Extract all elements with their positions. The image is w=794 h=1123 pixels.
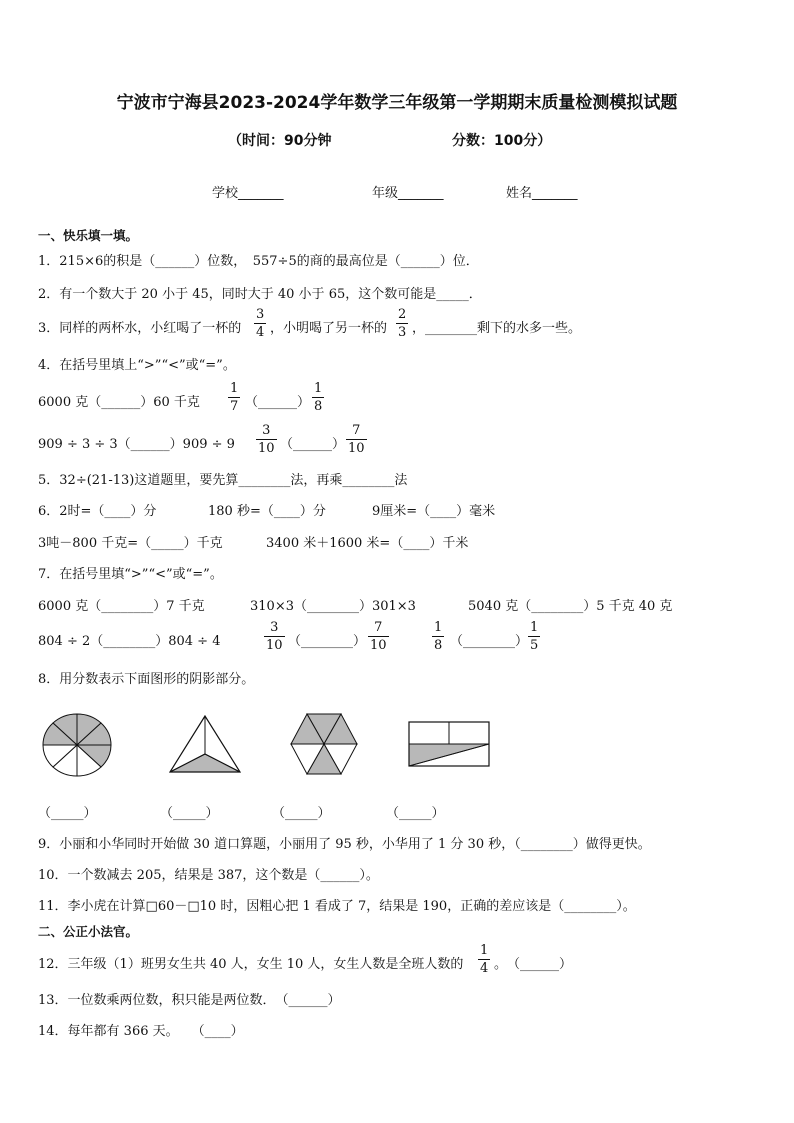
question-4-row2-a: 909 ÷ 3 ÷ 3（______）909 ÷ 9 <box>38 437 235 452</box>
fraction-numerator: 2 <box>398 307 407 322</box>
fraction-numerator: 1 <box>434 620 443 635</box>
fraction-7-10 <box>346 422 367 457</box>
question-7-row2-a: 804 ÷ 2（________）804 ÷ 4 <box>38 634 221 649</box>
question-7-row1-a: 6000 克（________）7 千克 <box>38 599 205 614</box>
fraction-denominator: 4 <box>480 961 489 976</box>
question-4-row1-a: 6000 克（______）60 千克 <box>38 395 200 410</box>
triangle-figure <box>168 714 242 774</box>
question-6-c: 9厘米=（____）毫米 <box>372 504 496 519</box>
question-2: 2．有一个数大于 20 小于 45，同时大于 40 小于 65，这个数可能是_____． <box>38 287 482 302</box>
fraction-3-4 <box>254 306 266 341</box>
triangle-shaded-part <box>170 754 240 772</box>
fraction-numerator: 1 <box>230 381 239 396</box>
fraction-1-7 <box>228 380 240 415</box>
fraction-3-10 <box>256 422 277 457</box>
question-12-part-a: 12．三年级（1）班男女生共 40 人，女生 10 人，女生人数是全班人数的 <box>38 957 464 972</box>
fraction-1-4 <box>478 942 490 977</box>
question-6-a: 6．2时=（____）分 <box>38 504 157 519</box>
question-7-row1-b: 310×3（________）301×3 <box>250 599 416 614</box>
question-5: 5．32÷(21-13)这道题里，要先算________法，再乘________法 <box>38 473 408 488</box>
question-1: 1．215×6的积是（______）位数， 557÷5的商的最高位是（______）位． <box>38 254 479 269</box>
question-7-stem: 7．在括号里填“>”“<”或“=”。 <box>38 567 223 582</box>
question-11: 11．李小虎在计算□60－□10 时，因粗心把 1 看成了 7，结果是 190，正确的差应该是（________）。 <box>38 899 636 914</box>
fraction-numerator: 3 <box>262 423 271 438</box>
question-4-row2-blank: （______） <box>280 437 346 452</box>
score-label: 分数：100分） <box>452 133 552 149</box>
fraction-denominator: 5 <box>530 638 539 653</box>
question-10: 10．一个数减去 205，结果是 387，这个数是（______）。 <box>38 868 379 883</box>
figure-2-answer-blank: （_____） <box>160 806 219 821</box>
question-7-row1-c: 5040 克（________）5 千克 40 克 <box>468 599 673 614</box>
question-6-d: 3吨－800 千克=（_____）千克 <box>38 536 223 551</box>
fraction-1-8 <box>312 380 324 415</box>
question-12-part-b: 。 （______） <box>494 957 573 972</box>
question-6-e: 3400 米＋1600 米=（____）千米 <box>266 536 469 551</box>
fraction-denominator: 3 <box>398 325 407 340</box>
time-label: （时间：90分钟 <box>228 133 332 149</box>
rectangle-figure <box>407 720 491 768</box>
school-field: 学校_______ <box>212 186 284 201</box>
question-8-stem: 8．用分数表示下面图形的阴影部分。 <box>38 672 255 687</box>
fraction-denominator: 8 <box>314 399 323 414</box>
section-heading-1: 一、快乐填一填。 <box>38 228 139 243</box>
figure-4-answer-blank: （_____） <box>386 806 445 821</box>
question-3-part-c: ，________剩下的水多一些。 <box>412 321 582 336</box>
fraction-denominator: 10 <box>348 441 365 456</box>
figure-3-answer-blank: （_____） <box>272 806 331 821</box>
fraction-numerator: 7 <box>352 423 361 438</box>
circle-figure <box>42 712 112 778</box>
fraction-denominator: 7 <box>230 399 239 414</box>
question-3-part-b: ，小明喝了另一杯的 <box>270 321 388 336</box>
fraction-denominator: 10 <box>266 638 283 653</box>
question-3-part-a: 3．同样的两杯水，小红喝了一杯的 <box>38 321 242 336</box>
section-heading-2: 二、公正小法官。 <box>38 924 139 939</box>
question-14: 14．每年都有 366 天。 （____） <box>38 1024 244 1039</box>
fraction-numerator: 3 <box>270 620 279 635</box>
question-13: 13．一位数乘两位数，积只能是两位数． （______） <box>38 993 341 1008</box>
question-4-row1-blank: （______） <box>245 395 311 410</box>
fraction-denominator: 10 <box>258 441 275 456</box>
question-7-row2-blank-2: （________） <box>450 634 529 649</box>
fraction-numerator: 1 <box>314 381 323 396</box>
fraction-7-10 <box>368 619 389 654</box>
fraction-numerator: 3 <box>256 307 265 322</box>
fraction-numerator: 7 <box>374 620 383 635</box>
page-title: 宁波市宁海县2023-2024学年数学三年级第一学期期末质量检测模拟试题 <box>116 93 678 113</box>
question-9: 9．小丽和小华同时开始做 30 道口算题，小丽用了 95 秒，小华用了 1 分 30 秒，（________）做得更快。 <box>38 837 651 852</box>
fraction-denominator: 4 <box>256 325 265 340</box>
fraction-denominator: 10 <box>370 638 387 653</box>
fraction-1-8 <box>432 619 444 654</box>
question-7-row2-blank-1: （________） <box>288 634 367 649</box>
fraction-numerator: 1 <box>530 620 539 635</box>
fraction-numerator: 1 <box>480 943 489 958</box>
grade-field: 年级_______ <box>372 186 444 201</box>
hexagon-figure <box>290 712 358 776</box>
figure-1-answer-blank: （_____） <box>38 806 97 821</box>
question-6-b: 180 秒=（____）分 <box>208 504 326 519</box>
fraction-1-5 <box>528 619 540 654</box>
fraction-denominator: 8 <box>434 638 443 653</box>
name-field: 姓名_______ <box>506 186 578 201</box>
fraction-3-10 <box>264 619 285 654</box>
fraction-2-3 <box>396 306 408 341</box>
question-4-stem: 4．在括号里填上“>”“<”或“=”。 <box>38 358 236 373</box>
